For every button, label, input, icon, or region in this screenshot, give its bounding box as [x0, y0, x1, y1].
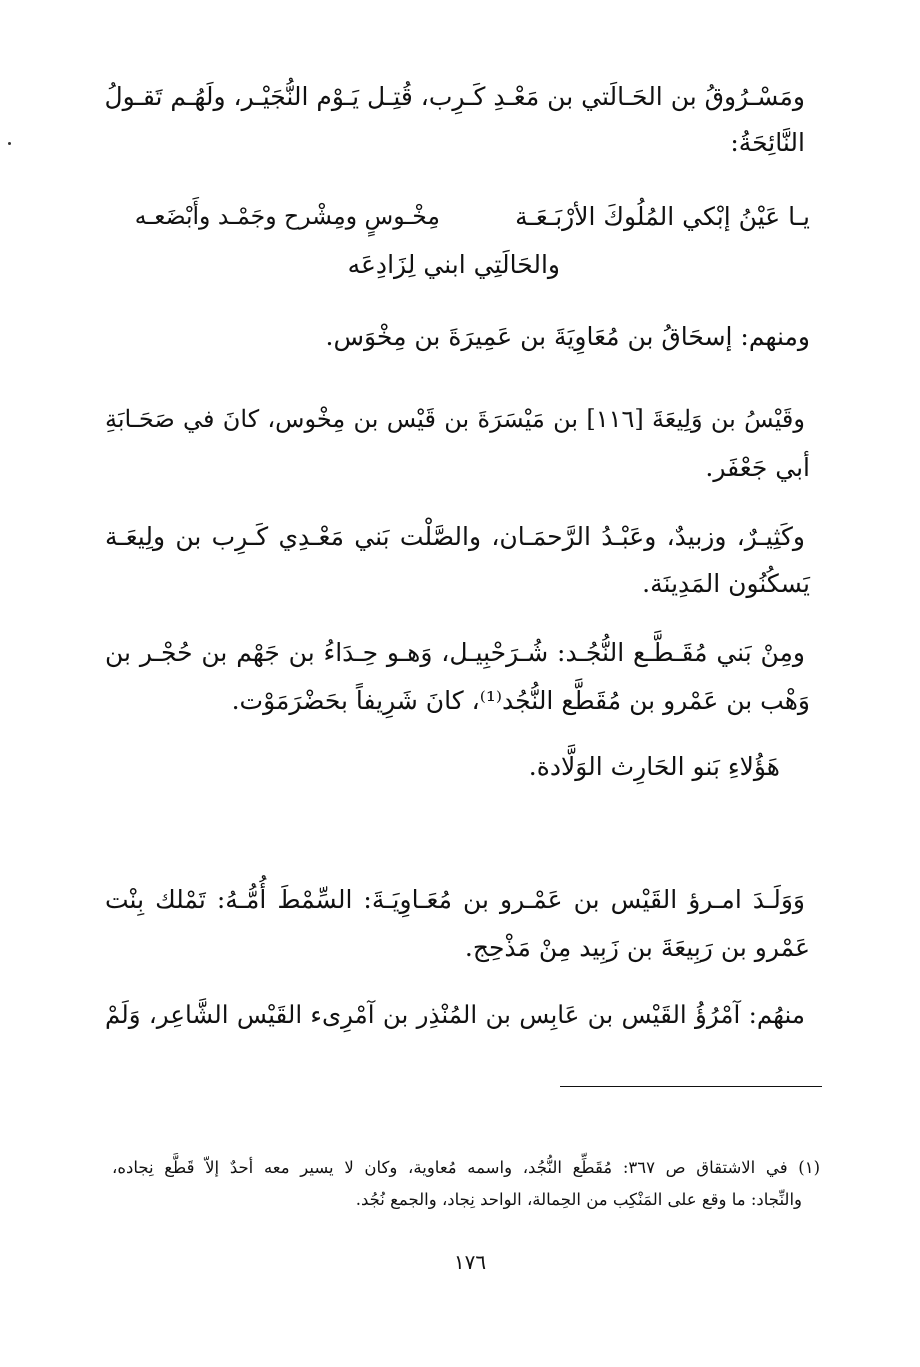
paragraph-line: وكَثِيـرٌ، وزبيدٌ، وعَبْـدُ الرَّحمَـان، والصَّلْت بَني مَعْـدِي كَـرِب بن ولِيعَـة: [105, 522, 805, 551]
footnote-line: (١) في الاشتقاق ص ٣٦٧: مُقَطِّع النُّجُد، واسمه مُعاوية، وكان لا يسير معه أحدٌ إلاّ قَطَّع نِجاده،: [112, 1158, 821, 1177]
paragraph-line: وَوَلَـدَ امـرؤ القَيْس بن عَمْـرو بن مُعَـاوِيَـةَ: السِّمْطَ أُمُّـهُ: تَمْلك بِنْت: [105, 885, 805, 914]
footnote-separator: [560, 1086, 822, 1087]
paragraph-line: النَّائِحَةُ:: [730, 128, 805, 157]
paragraph-line: يَسكُنُون المَدِينَة.: [642, 569, 810, 598]
margin-speck: [8, 142, 11, 145]
verse-hemistich-left: مِخْـوسٍ ومِشْرح وجَمْـد وأَبْضَعـه: [134, 202, 440, 230]
paragraph-line: ومنهم: إسحَاقُ بن مُعَاوِيَةَ بن عَمِيرَةَ بن مِخْوَس.: [325, 322, 810, 351]
footnote-line: والنِّجاد: ما وقع على المَنْكِب من الحِمالة، الواحد نِجاد، والجمع نُجُد.: [355, 1190, 802, 1209]
page-number: ١٧٦: [453, 1250, 487, 1274]
verse-line: والحَالَتِي ابني لِزَادِعَه: [347, 250, 560, 279]
paragraph-line: منهُم: آمْرُؤُ القَيْس بن عَابِس بن المُنْذِر بن آمْرِىء القَيْس الشَّاعِر، وَلَمْ: [105, 1000, 805, 1029]
paragraph-line: أبي جَعْفَر.: [705, 453, 810, 482]
paragraph-line: وقَيْسُ بن وَلِيعَةَ [١١٦] بن مَيْسَرَةَ بن قَيْس بن مِخْوس، كانَ في صَحَـابَةِ: [105, 405, 805, 433]
paragraph-line: وَهْب بن عَمْرو بن مُقَطَّع النُّجُد⁽¹⁾، كانَ شَرِيفاً بحَضْرَمَوْت.: [231, 686, 810, 715]
verse-hemistich-right: يـا عَيْنُ إبْكي المُلُوكَ الأرْبَـعَـة: [515, 202, 810, 231]
paragraph-line: ومِنْ بَني مُقَـطَّـع النُّجُـد: شُـرَحْبِيـل، وَهـو حِـدَاءُ بن جَهْم بن حُجْـر بن: [105, 638, 805, 667]
paragraph-line: عَمْرو بن رَبِيعَةَ بن زَبِيد مِنْ مَذْحِج.: [464, 933, 810, 962]
paragraph-line: هَؤُلاءِ بَنو الحَارِث الوَلَّادة.: [528, 752, 780, 781]
paragraph-line: ومَسْـرُوقُ بن الحَـالَتي بن مَعْـدِ كَـرِب، قُتِـل يَـوْم النُّجَيْـر، ولَهُـم تَقـولُ: [104, 82, 805, 111]
